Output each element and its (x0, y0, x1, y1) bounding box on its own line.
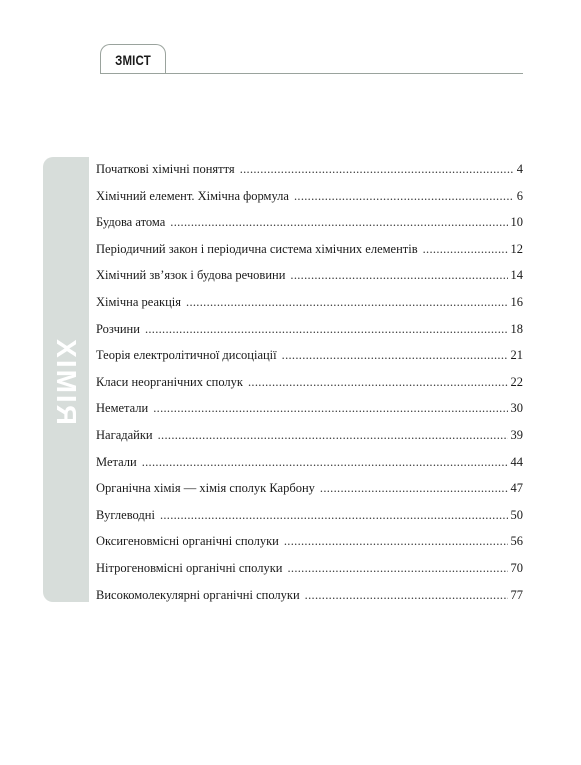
page-title: ЗМІСТ (115, 52, 151, 68)
toc-entry-page: 6 (516, 188, 523, 203)
toc-entry[interactable] (96, 348, 523, 375)
toc-entry[interactable] (96, 162, 523, 189)
toc-entry-title: Класи неорганічних сполук (96, 374, 243, 389)
toc-entry-title: Неметали (96, 401, 149, 416)
toc-entry-title: Хімічний елемент. Хімічна формула (96, 188, 289, 203)
toc-entry[interactable] (96, 401, 523, 428)
toc-entry-page: 77 (510, 587, 523, 602)
toc-entry-title: Хімічна реакція (96, 294, 182, 309)
toc-leader-dots (294, 189, 514, 204)
subject-label: ХІМІЯ (51, 339, 82, 427)
toc-leader-dots (170, 215, 507, 230)
toc-entry-page: 50 (510, 507, 523, 522)
toc-entry-page: 30 (510, 401, 523, 416)
toc-entry-title: Початкові хімічні поняття (96, 162, 235, 176)
toc-entry-title: Метали (96, 454, 137, 469)
toc-entry[interactable] (96, 508, 523, 535)
toc-entry-page: 16 (510, 294, 523, 309)
toc-leader-dots (240, 162, 514, 177)
toc-entry[interactable] (96, 189, 523, 216)
toc-leader-dots (248, 375, 508, 390)
toc-leader-dots (423, 242, 508, 257)
toc-entry[interactable] (96, 428, 523, 455)
toc-entry-page: 10 (510, 215, 523, 230)
toc-leader-dots (145, 322, 508, 337)
toc-entry-title: Органічна хімія — хімія сполук Карбону (96, 481, 315, 496)
toc-entry[interactable] (96, 375, 523, 402)
toc-leader-dots (142, 455, 508, 470)
toc-entry-page: 21 (510, 348, 523, 363)
toc-entry-title: Періодичний закон і періодична система хімічних елементів (96, 241, 418, 256)
subject-side-tab (43, 157, 89, 602)
toc-leader-dots (305, 588, 508, 603)
toc-entry-title: Вуглеводні (96, 507, 155, 522)
toc-entry-title: Нагадайки (96, 427, 153, 442)
toc-leader-dots (153, 401, 507, 416)
toc-entry-page: 47 (510, 481, 523, 496)
toc-entry-title: Нітрогеновмісні органічні сполуки (96, 560, 283, 575)
toc-entry[interactable] (96, 455, 523, 482)
toc-entry[interactable] (96, 534, 523, 561)
toc-leader-dots (160, 508, 508, 523)
toc-entry[interactable] (96, 215, 523, 242)
toc-entry-page: 12 (510, 241, 523, 256)
toc-entry-page: 22 (510, 374, 523, 389)
toc-entry-page: 18 (510, 321, 523, 336)
toc-entry-title: Хімічний зв’язок і будова речовини (96, 268, 286, 283)
toc-entry[interactable] (96, 322, 523, 349)
toc-leader-dots (282, 348, 508, 363)
toc-entry[interactable] (96, 268, 523, 295)
section-header-tab (100, 44, 166, 73)
toc-entry[interactable] (96, 481, 523, 508)
toc-entry-title: Розчини (96, 321, 140, 336)
toc-leader-dots (320, 481, 508, 496)
toc-entry-page: 4 (516, 162, 523, 176)
toc-entry-page: 56 (510, 534, 523, 549)
toc-entry-title: Оксигеновмісні органічні сполуки (96, 534, 279, 549)
toc-entry[interactable] (96, 242, 523, 269)
toc-leader-dots (186, 295, 507, 310)
toc-leader-dots (290, 268, 507, 283)
toc-entry-title: Високомолекулярні органічні сполуки (96, 587, 300, 602)
table-of-contents (96, 162, 523, 614)
toc-entry-title: Будова атома (96, 215, 166, 230)
toc-entry[interactable] (96, 561, 523, 588)
toc-entry-page: 14 (510, 268, 523, 283)
toc-entry-page: 44 (510, 454, 523, 469)
header-rule (100, 73, 523, 74)
toc-entry-page: 39 (510, 427, 523, 442)
toc-leader-dots (158, 428, 508, 443)
toc-leader-dots (287, 561, 507, 576)
toc-entry-page: 70 (510, 560, 523, 575)
toc-entry[interactable] (96, 295, 523, 322)
toc-entry[interactable] (96, 588, 523, 615)
toc-leader-dots (284, 534, 508, 549)
toc-entry-title: Теорія електролітичної дисоціації (96, 348, 277, 363)
